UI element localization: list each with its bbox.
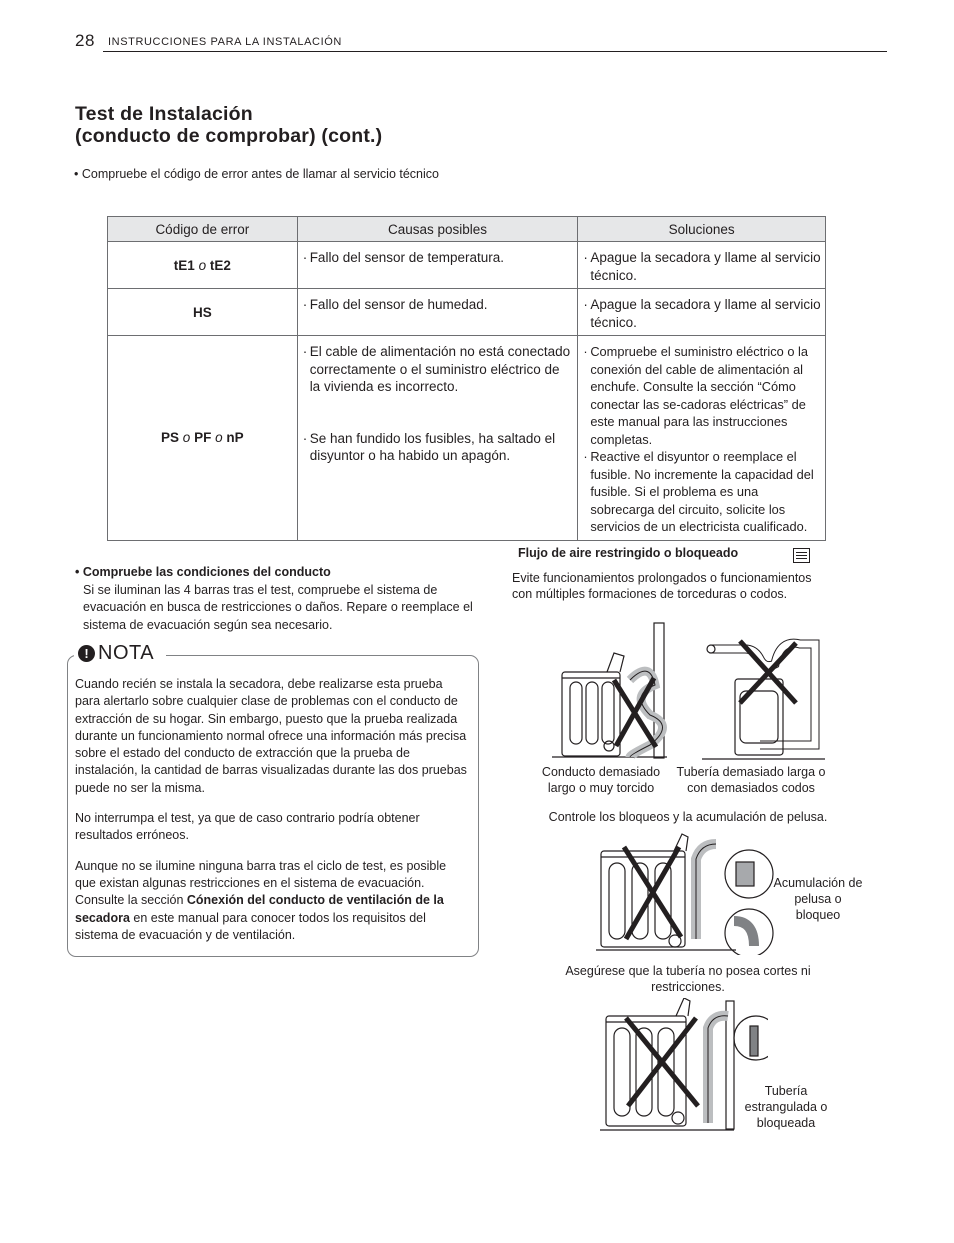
dryer-long-pipe-illustration bbox=[700, 633, 830, 763]
code-separator: o bbox=[198, 257, 207, 273]
solution-text: Compruebe el suministro eléctrico o la conexión del cable de alimentación al enchufe. Consulte la sección “Cómo conectar las se-cadoras eléctricas” de este manual para las instrucciones completas. bbox=[590, 344, 808, 447]
code: HS bbox=[192, 304, 212, 320]
cause-text: Se han fundido los fusibles, ha saltado el disyuntor o ha habido un apagón. bbox=[309, 430, 556, 463]
table-row bbox=[108, 242, 826, 289]
column-header-solutions: Soluciones bbox=[578, 217, 826, 242]
figure-caption: Acumulación de pelusa o bloqueo bbox=[773, 876, 863, 922]
code: tE1 bbox=[173, 257, 195, 273]
table-row bbox=[108, 289, 826, 336]
code: PS bbox=[161, 430, 180, 446]
airflow-heading: Flujo de aire restringido o bloqueado bbox=[518, 546, 739, 560]
figure-caption: Tubería estrangulada o bloqueada bbox=[744, 1084, 828, 1130]
column-header-causes: Causas posibles bbox=[297, 217, 578, 242]
solution-text: Apague la secadora y llame al servicio técnico. bbox=[590, 250, 821, 283]
cause-text: Fallo del sensor de temperatura. bbox=[309, 250, 505, 265]
solution-cell: · Apague la secadora y llame al servicio técnico. bbox=[578, 242, 826, 289]
display-panel-icon bbox=[793, 548, 810, 563]
header-rule bbox=[103, 51, 887, 52]
title-line-2: (conducto de comprobar) (cont.) bbox=[75, 125, 383, 147]
exclamation-circle-icon: ! bbox=[78, 645, 95, 662]
solution-text: Apague la secadora y llame al servicio técnico. bbox=[590, 297, 821, 330]
check-lint-instruction: Controle los bloqueos y la acumulación de pelusa. bbox=[548, 810, 828, 824]
cause-cell: · Fallo del sensor de humedad. bbox=[297, 289, 578, 336]
note-paragraph: Cuando recién se instala la secadora, debe realizarse esta prueba para alertarlo sobre cualquier clase de problemas con el conducto de extracción de su hogar. Sin embargo, puesto que la prueba realizada durante un funcionamiento normal ofrece una información más precisa sobre el estado del conducto de extracción que la prueba de instalación, la cantidad de barras visualizadas durante las dos pruebas puede no ser la misma. bbox=[75, 677, 467, 795]
cause-cell: · El cable de alimentación no está conectado correctamente o el suministro eléctrico de la vivienda es incorrecto. · Se han fundido los fusibles, ha saltado el disyuntor o ha habido un apagón. bbox=[297, 336, 578, 541]
code: PF bbox=[194, 430, 212, 446]
code-separator: o bbox=[215, 430, 223, 446]
duct-check-section bbox=[75, 564, 475, 634]
title-line-1: Test de Instalación bbox=[75, 103, 253, 125]
figure-caption: Conducto demasiado largo o muy torcido bbox=[541, 765, 661, 795]
error-code-table bbox=[107, 216, 826, 541]
solution-text: Reactive el disyuntor o reemplace el fusible. No incremente la capacidad del fusible. Si el problema es una sobrecarga del circuito, solicite los servicios de un electricista cualificado. bbox=[590, 449, 814, 534]
duct-check-body: Si se iluminan las 4 barras tras el test, compruebe el sistema de evacuación en busca de restricciones o daños. Repare o reemplace el sistema de evacuación según sea necesario. bbox=[83, 582, 473, 632]
note-text: en este manual para conocer todos los requisitos del sistema de evacuación y de ventilación. bbox=[75, 910, 426, 942]
table-header-row bbox=[108, 217, 826, 242]
intro-bullet: • Compruebe el código de error antes de llamar al servicio técnico bbox=[74, 167, 439, 181]
note-section-reference: Cónexión del conducto de ventilación de la secadora bbox=[75, 893, 444, 925]
note-text: Aunque no se ilumine ninguna barra tras el ciclo de test, es posible que existan algunas restricciones en el sistema de evacuación. Consulte la sección bbox=[75, 858, 447, 908]
solution-cell: · Compruebe el suministro eléctrico o la conexión del cable de alimentación al enchufe. Consulte la sección “Cómo conectar las se-cadoras eléctricas” de este manual para las instrucciones completas. · Reactive el disyuntor o reemplace el fusible. No incremente la capacidad del fusible. Si el problema es una sobrecarga del circuito, solicite los servicios de un electricista cualificado. bbox=[578, 336, 826, 541]
note-heading bbox=[74, 642, 166, 665]
error-code bbox=[108, 242, 298, 289]
cause-text: Fallo del sensor de humedad. bbox=[309, 297, 488, 312]
note-paragraph: No interrumpa el test, ya que de caso contrario podría obtener resultados erróneos. bbox=[75, 811, 420, 843]
table-row bbox=[108, 336, 826, 541]
note-label: NOTA bbox=[98, 642, 155, 664]
error-code bbox=[108, 289, 298, 336]
error-code bbox=[108, 336, 298, 541]
column-header-code: Código de error bbox=[108, 217, 298, 242]
page-title bbox=[75, 103, 382, 147]
figure-caption: Tubería demasiado larga o con demasiados codos bbox=[676, 765, 826, 795]
duct-check-heading: • Compruebe las condiciones del conducto bbox=[75, 565, 331, 579]
running-header: INSTRUCCIONES PARA LA INSTALACIÓN bbox=[108, 36, 342, 48]
code: tE2 bbox=[209, 257, 231, 273]
cause-text: El cable de alimentación no está conectado correctamente o el suministro eléctrico de la vivienda es incorrecto. bbox=[309, 344, 571, 394]
code-separator: o bbox=[182, 430, 191, 446]
note-body bbox=[75, 676, 470, 957]
page-number: 28 bbox=[75, 31, 95, 50]
dryer-kinked-duct-illustration bbox=[552, 620, 672, 762]
code: nP bbox=[226, 430, 244, 446]
cause-cell: · Fallo del sensor de temperatura. bbox=[297, 242, 578, 289]
lint-buildup-illustration bbox=[596, 829, 778, 955]
airflow-body: Evite funcionamientos prolongados o funcionamientos con múltiples formaciones de torceduras o codos. bbox=[512, 571, 812, 601]
no-cuts-instruction: Asegúrese que la tubería no posea cortes ni restricciones. bbox=[565, 964, 811, 994]
note-paragraph bbox=[75, 858, 470, 944]
solution-cell: · Apague la secadora y llame al servicio técnico. bbox=[578, 289, 826, 336]
